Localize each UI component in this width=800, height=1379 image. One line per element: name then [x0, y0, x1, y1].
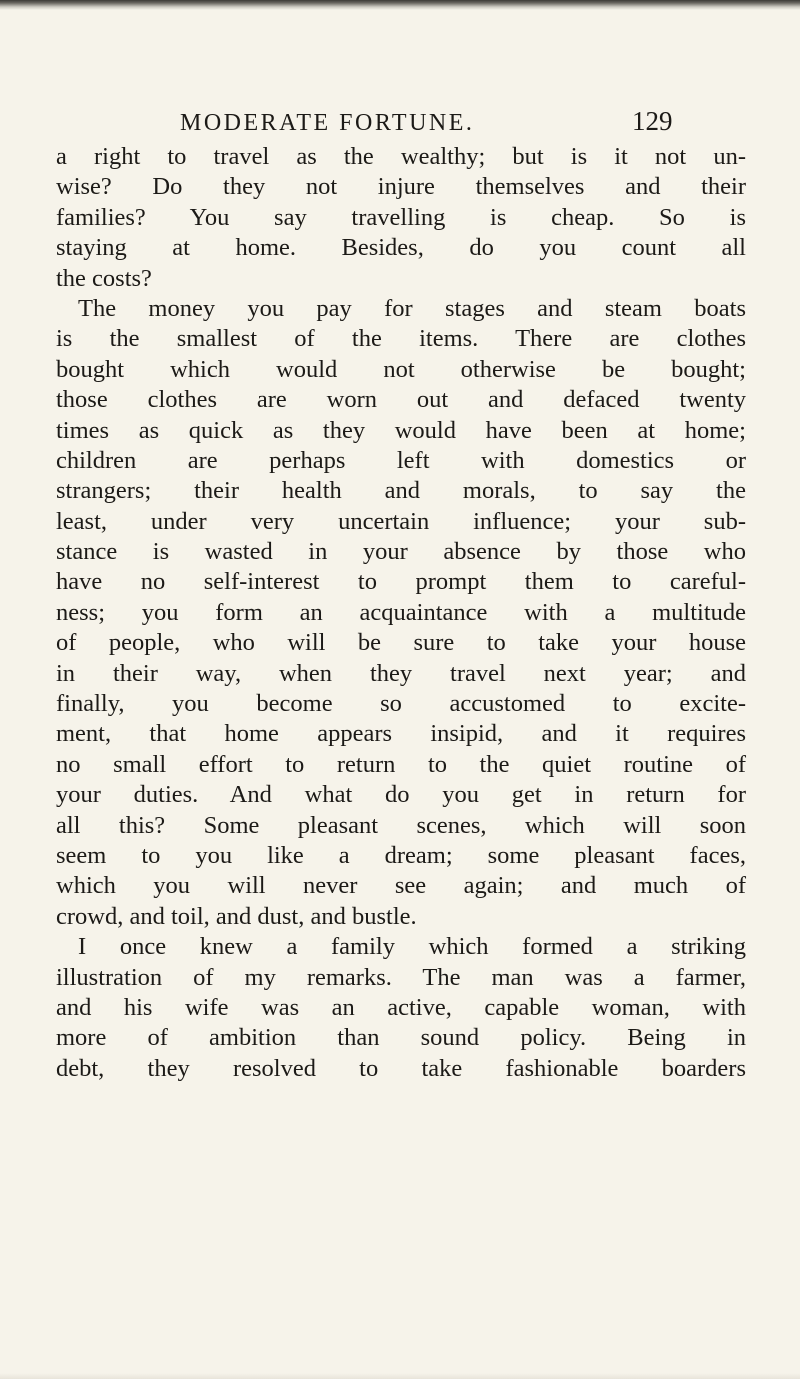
page-number: 129 — [632, 106, 673, 136]
text-line: least, under very uncertain influence; your sub- — [56, 507, 746, 535]
text-line: is the smallest of the items. There are clothes — [56, 325, 746, 353]
text-line: times as quick as they would have been at home; — [56, 416, 746, 444]
text-line: illustration of my remarks. The man was a farmer, — [56, 963, 746, 991]
text-line: ment, that home appears insipid, and it requires — [56, 720, 746, 748]
text-line: a right to travel as the wealthy; but is it not un- — [56, 143, 746, 170]
text-line: have no self-interest to prompt them to careful- — [56, 568, 746, 596]
text-line: all this? Some pleasant scenes, which will soon — [56, 811, 746, 839]
text-line: and his wife was an active, capable woman, with — [56, 993, 746, 1021]
page-top-edge — [0, 0, 800, 10]
text-line: those clothes are worn out and defaced twenty — [56, 386, 746, 414]
paragraph-start-line: I once knew a family which formed a striking — [78, 933, 746, 961]
text-line: strangers; their health and morals, to say the — [56, 477, 746, 505]
text-line: stance is wasted in your absence by those who — [56, 538, 746, 566]
paragraph-start-line: The money you pay for stages and steam boats — [78, 294, 746, 322]
text-line: of people, who will be sure to take your house — [56, 629, 746, 657]
text-line: seem to you like a dream; some pleasant faces, — [56, 841, 746, 869]
text-line: ness; you form an acquaintance with a multitude — [56, 598, 746, 626]
text-line: the costs? — [56, 264, 152, 292]
text-line: staying at home. Besides, do you count all — [56, 234, 746, 262]
page-bottom-edge — [0, 1373, 800, 1379]
text-line: families? You say travelling is cheap. So is — [56, 203, 746, 231]
text-line: which you will never see again; and much of — [56, 872, 746, 900]
text-line: finally, you become so accustomed to excite- — [56, 690, 746, 718]
text-line: your duties. And what do you get in return for — [56, 781, 746, 809]
text-line: crowd, and toil, and dust, and bustle. — [56, 902, 417, 930]
text-line: debt, they resolved to take fashionable boarders — [56, 1054, 746, 1082]
text-line: in their way, when they travel next year; and — [56, 659, 746, 687]
body-text — [56, 142, 746, 1084]
text-line: children are perhaps left with domestics or — [56, 446, 746, 474]
text-line: wise? Do they not injure themselves and their — [56, 173, 746, 201]
running-head — [0, 100, 800, 140]
text-line: more of ambition than sound policy. Being in — [56, 1024, 746, 1052]
text-line: bought which would not otherwise be bought; — [56, 355, 746, 383]
text-line: no small effort to return to the quiet routine of — [56, 750, 746, 778]
running-title: MODERATE FORTUNE. — [180, 110, 475, 136]
